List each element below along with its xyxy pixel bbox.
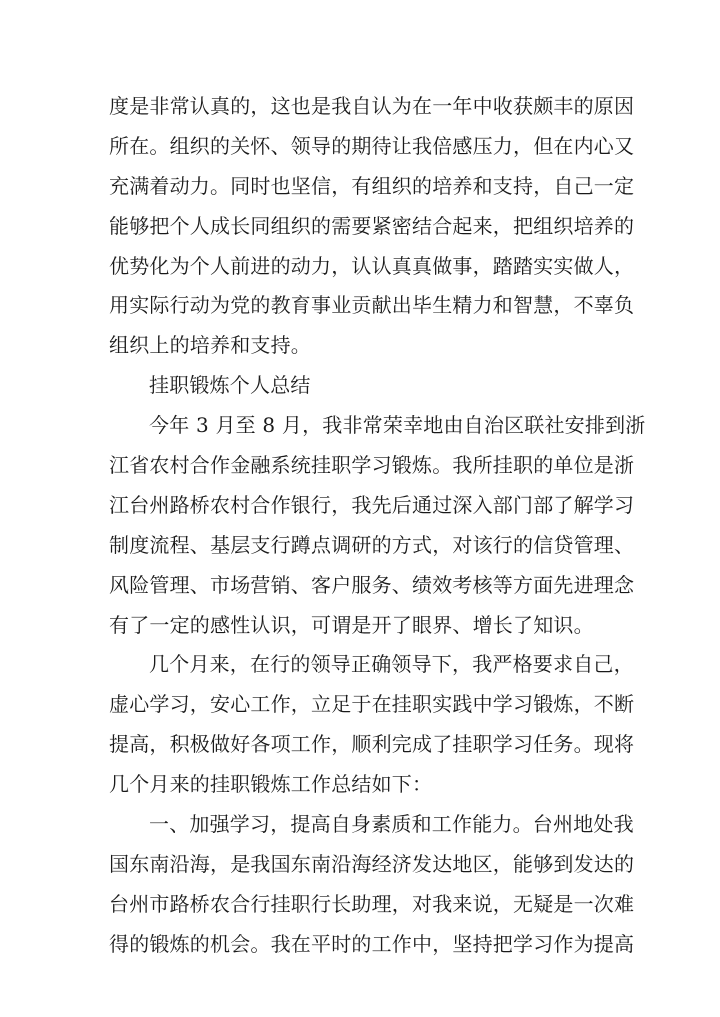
text-line: 有了一定的感性认识，可谓是开了眼界、增长了知识。	[109, 612, 594, 637]
text-line: 组织上的培养和支持。	[109, 333, 311, 358]
text-line: 一、加强学习，提高自身素质和工作能力。台州地处我	[149, 812, 634, 837]
text-line: 优势化为个人前进的动力，认认真真做事，踏踏实实做人，	[109, 253, 635, 278]
text-line: 用实际行动为党的教育事业贡献出毕生精力和智慧，不辜负	[109, 293, 635, 318]
text-line: 几个月来的挂职锻炼工作总结如下：	[109, 772, 433, 797]
text-line: 得的锻炼的机会。我在平时的工作中，坚持把学习作为提高	[109, 931, 635, 956]
text-line: 江台州路桥农村合作银行，我先后通过深入部门部了解学习	[109, 492, 635, 517]
text-line: 能够把个人成长同组织的需要紧密结合起来，把组织培养的	[109, 213, 635, 238]
text-line: 提高，积极做好各项工作，顺利完成了挂职学习任务。现将	[109, 732, 635, 757]
text-line: 制度流程、基层支行蹲点调研的方式，对该行的信贷管理、	[109, 532, 635, 557]
text-line: 风险管理、市场营销、客户服务、绩效考核等方面先进理念	[109, 572, 635, 597]
text-line: 虚心学习，安心工作，立足于在挂职实践中学习锻炼，不断	[109, 692, 635, 717]
text-line: 充满着动力。同时也坚信，有组织的培养和支持，自己一定	[109, 173, 635, 198]
document-body	[109, 87, 646, 965]
text-line: 所在。组织的关怀、领导的期待让我倍感压力，但在内心又	[109, 133, 635, 158]
text-line: 国东南沿海，是我国东南沿海经济发达地区，能够到发达的	[109, 851, 635, 876]
text-line: 台州市路桥农合行挂职行长助理，对我来说，无疑是一次难	[109, 891, 635, 916]
text-line: 几个月来，在行的领导正确领导下，我严格要求自己，	[149, 652, 634, 677]
text-line: 江省农村合作金融系统挂职学习锻炼。我所挂职的单位是浙	[109, 453, 635, 478]
text-line: 今年 3 月至 8 月，我非常荣幸地由自治区联社安排到浙	[149, 413, 646, 438]
section-heading: 挂职锻炼个人总结	[149, 373, 311, 398]
text-line: 度是非常认真的，这也是我自认为在一年中收获颇丰的原因	[109, 94, 635, 118]
